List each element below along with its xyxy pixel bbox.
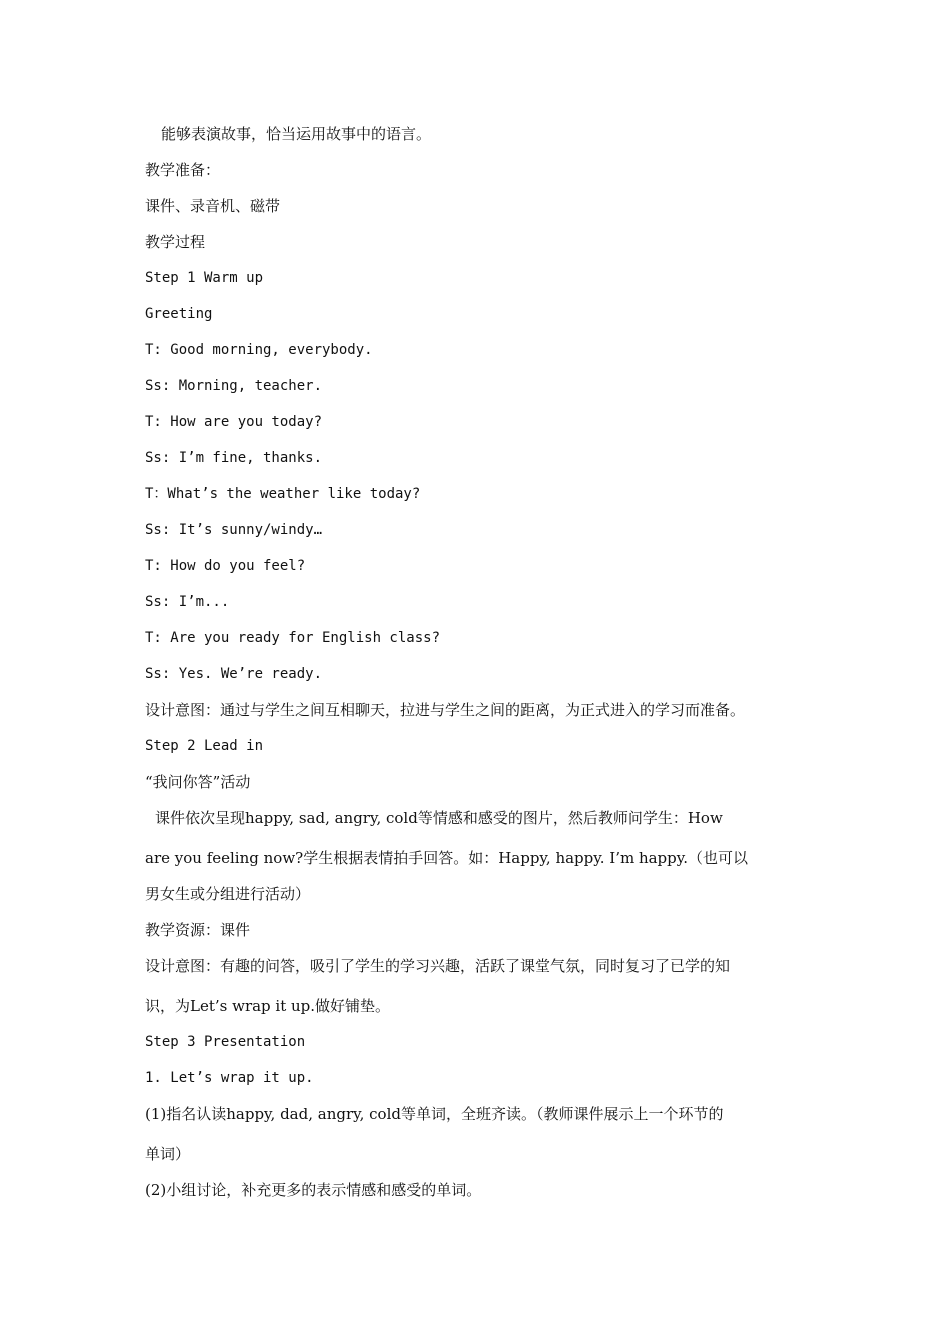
activity-description-line: 男女生或分组进行活动） — [145, 885, 311, 903]
dialogue-line: Ss: Yes. We’re ready. — [145, 666, 323, 682]
dialogue-line: Ss: It’s sunny/windy… — [145, 522, 323, 538]
preparation-items: 课件、录音机、磁带 — [145, 197, 281, 215]
section-heading-process: 教学过程 — [145, 233, 206, 251]
step-1-heading: Step 1 Warm up — [145, 270, 264, 286]
dialogue-line: T: How do you feel? — [145, 558, 306, 574]
document-page — [145, 124, 810, 1216]
dialogue-line: T: Are you ready for English class? — [145, 630, 441, 646]
dialogue-line: Ss: I’m fine, thanks. — [145, 450, 323, 466]
sub-item-1-line: (1)指名认读happy, dad, angry, cold等单词，全班齐读。（教师课件展示上一个环节的 — [145, 1105, 724, 1123]
activity-description-line: 课件依次呈现happy, sad, angry, cold等情感和感受的图片，然后教师问学生：How — [155, 809, 723, 827]
dialogue-line: Ss: I’m... — [145, 594, 230, 610]
design-intent-1: 设计意图：通过与学生之间互相聊天，拉进与学生之间的距离，为正式进入的学习而准备。 — [145, 701, 746, 719]
activity-description — [145, 808, 810, 904]
dialogue-line: T: How are you today? — [145, 414, 323, 430]
dialogue-line: T：What’s the weather like today? — [145, 486, 421, 502]
item-1-heading: 1. Let’s wrap it up. — [145, 1070, 314, 1086]
design-intent-2-line: 设计意图：有趣的问答，吸引了学生的学习兴趣，活跃了课堂气氛，同时复习了已学的知 — [145, 957, 731, 975]
sub-item-1-line: 单词） — [145, 1145, 191, 1163]
teaching-resource: 教学资源：课件 — [145, 921, 251, 939]
dialogue-line: T: Good morning, everybody. — [145, 342, 373, 358]
sub-item-1 — [145, 1104, 810, 1164]
activity-description-line: are you feeling now?学生根据表情拍手回答。如：Happy, happy. I’m happy.（也可以 — [145, 849, 749, 867]
design-intent-2-line: 识，为Let’s wrap it up.做好铺垫。 — [145, 997, 391, 1015]
design-intent-2 — [145, 956, 810, 1016]
step-2-heading: Step 2 Lead in — [145, 738, 264, 754]
activity-title: “我问你答”活动 — [145, 773, 251, 791]
sub-item-2: (2)小组讨论，补充更多的表示情感和感受的单词。 — [145, 1181, 482, 1199]
dialogue-line: Ss: Morning, teacher. — [145, 378, 323, 394]
objective-line: 能够表演故事，恰当运用故事中的语言。 — [161, 125, 432, 143]
greeting-label: Greeting — [145, 306, 213, 322]
section-heading-preparation: 教学准备： — [145, 161, 221, 179]
step-3-heading: Step 3 Presentation — [145, 1034, 306, 1050]
